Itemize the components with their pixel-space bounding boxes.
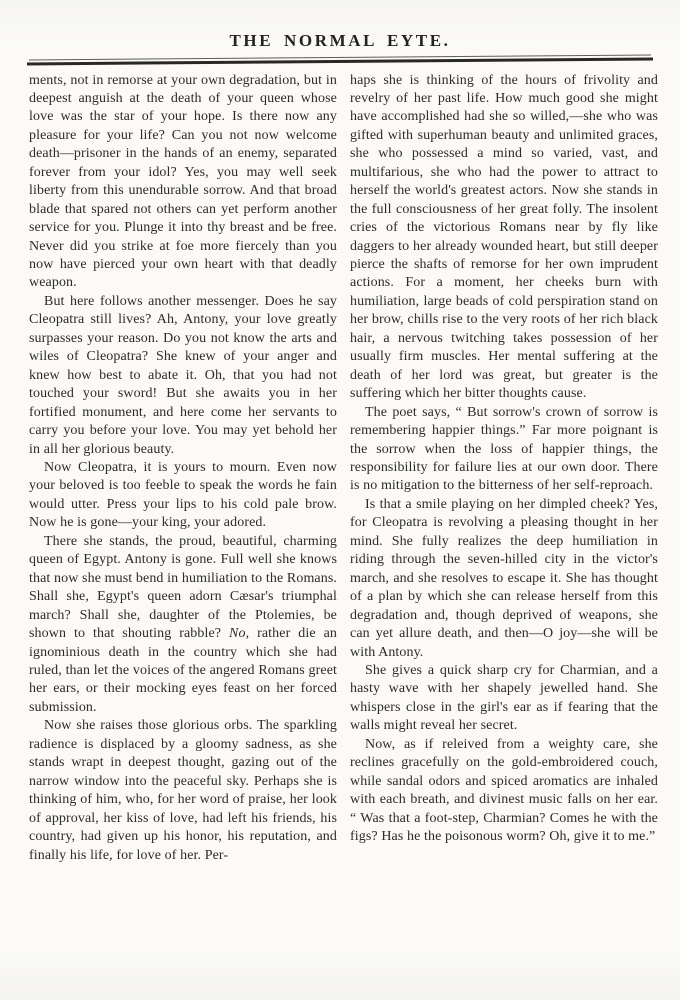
paragraph: haps she is thinking of the hours of frivolity and revelry of her past life. How much good she might have accomplished had she so willed,—she who was gifted with superhuman beauty and unlimited graces, she who possessed a mind so varied, vast, and multifarious, she who had the power to attract to herself the world's greatest actors. Now she stands in the full consciousness of her great folly. The insolent cries of the victorious Romans near by fly like daggers to her already wounded heart, but still deeper pierce the shafts of remorse for her own imprudent actions. For a moment, her cheeks burn with humiliation, large beads of cold perspiration stand on her brow, chills rise to the very roots of her rich black hair, a nervous twitching takes possession of her usually firm muscles. Her mental suffering at the death of her lord was great, but greater is the suffering which her bitter thoughts cause. [350,72,658,402]
paragraph: But here follows another messenger. Does he say Cleopatra still lives? Ah, Antony, your love greatly surpasses your reason. Do you not know the arts and wiles of Cleopatra? She knew of your anger and knew how best to abate it. Oh, that you had not touched your sword! But she awaits you in her fortified monument, and here come her servants to carry you before your love. You may yet behold her in all her glorious beauty. [29,293,337,457]
paragraph-text: There she stands, the proud, beautiful, charming queen of Egypt. Antony is gone. Full well she knows that now she must bend in humiliation to the Romans. Shall she, Egypt's queen adorn Cæsar's triumphal march? Shall she, daughter of the Ptolemies, be shown to that shouting rabble? [29,533,337,642]
paragraph: Is that a smile playing on her dimpled cheek? Yes, for Cleopatra is revolving a pleasing thought in her mind. She fully realizes the deep humiliation in riding through the seven-hilled city in the victor's march, and she resolves to escape it. She has thought of a plan by which she can release herself from this degradation and, though deprived of weapons, she can yet allure death, and then—O joy—she will be with Antony. [350,496,658,660]
emphasized-word: No [229,626,246,642]
paragraph [29,533,337,718]
paragraph: ments, not in remorse at your own degradation, but in deepest anguish at the death of your queen whose love was the star of your hope. Is there now any pleasure for your life? Can you not now welcome death—prisoner in the hands of an enemy, separated forever from your idol? Yes, you may well seek liberty from this unendurable sorrow. And that broad blade that spared not others can yet perform another service for you. Plunge it into thy breast and be free. Never did you strike at foe more fiercely than you now have pierced your own heart with that deadly weapon. [29,72,337,291]
paragraph: The poet says, “ But sorrow's crown of sorrow is remembering happier things.” Far more poignant is the sorrow when the loss of happier things, the responsibility for failure lies at our own door. There is no mitigation to the bitterness of her self-reproach. [350,404,658,494]
page-title: THE NORMAL EYTE. [229,31,451,50]
paragraph: Now Cleopatra, it is yours to mourn. Even now your beloved is too feeble to speak the words he fain would utter. Press your lips to his cold pale brow. Now he is gone—your king, your adored. [29,460,337,531]
paragraph-text: , rather die an ignominious death in the country which she had ruled, than let the voices of the angered Romans greet her ears, or their mocking eyes feast on her forced submission. [29,626,337,715]
masthead [0,0,680,63]
two-column-body [0,63,680,865]
left-column [29,72,337,865]
paragraph: Now, as if releived from a weighty care, she reclines gracefully on the gold-embroidered couch, while sandal odors and spiced aromatics are inhaled with each breath, and divinest music falls on her ear. “ Was that a foot-step, Charmian? Comes he with the figs? Has he the poisonous worm? Oh, give it to me.” [350,736,658,845]
paragraph: Now she raises those glorious orbs. The sparkling radience is displaced by a gloomy sadness, as she stands wrapt in deepest thought, gazing out of the narrow window into the peaceful sky. Perhaps she is thinking of him, who, for her word of praise, her look of approval, her kiss of love, had left his friends, his country, had given up his honor, his reputation, and finally his life, for love of her. Per- [29,718,337,863]
right-column [350,72,658,865]
paragraph: She gives a quick sharp cry for Charmian, and a hasty wave with her shapely jewelled hand. She whispers close in the girl's ear as if fearing that the walls might reveal her secret. [350,663,658,734]
